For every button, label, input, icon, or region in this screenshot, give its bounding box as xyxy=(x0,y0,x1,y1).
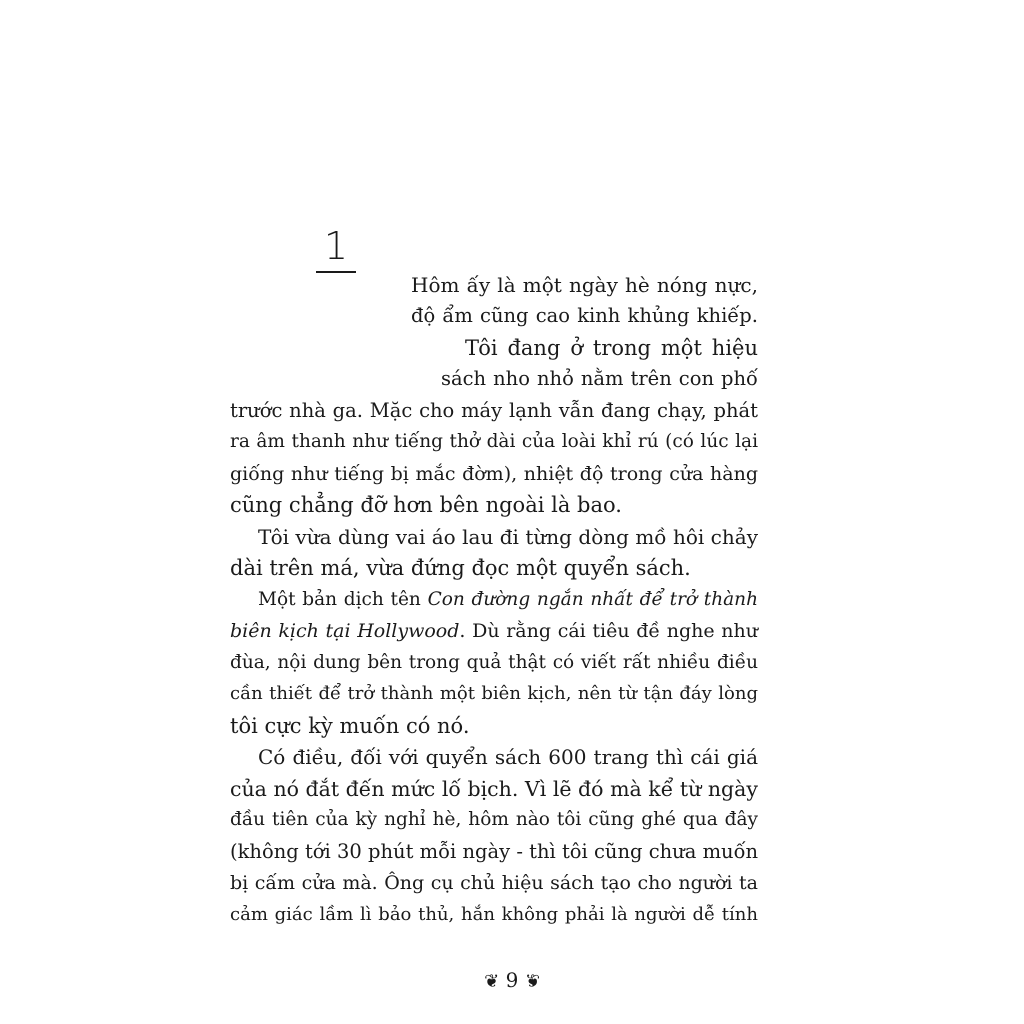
text-line: giống như tiếng bị mắc đờm), nhiệt độ trong cửa hàng xyxy=(230,463,758,485)
text-line: cần thiết để trở thành một biên kịch, nên từ tận đáy lòng xyxy=(230,683,758,704)
text-line: đầu tiên của kỳ nghỉ hè, hôm nào tôi cũng ghé qua đây xyxy=(230,809,758,830)
text-line: trước nhà ga. Mặc cho máy lạnh vẫn đang chạy, phát xyxy=(230,399,758,422)
chapter-number: 1 xyxy=(323,224,349,268)
text-line: Hôm ấy là một ngày hè nóng nực, xyxy=(411,273,758,297)
text-line: Tôi vừa dùng vai áo lau đi từng dòng mồ hôi chảy xyxy=(258,525,758,549)
text-line: của nó đắt đến mức lố bịch. Vì lẽ đó mà kể từ ngày xyxy=(230,777,758,801)
text-line: ra âm thanh như tiếng thở dài của loài khỉ rú (có lúc lại xyxy=(230,431,758,452)
text-line: Có điều, đối với quyển sách 600 trang thì cái giá xyxy=(258,745,758,769)
text-line: đùa, nội dung bên trong quả thật có viết rất nhiều điều xyxy=(230,652,758,673)
text-line: bị cấm cửa mà. Ông cụ chủ hiệu sách tạo cho người ta xyxy=(230,872,758,894)
text-line: Tôi đang ở trong một hiệu xyxy=(465,336,758,360)
text-line: dài trên má, vừa đứng đọc một quyển sách. xyxy=(230,556,691,580)
chapter-underline xyxy=(316,271,356,273)
page-number: 9 xyxy=(505,968,519,992)
fleuron-left-icon: ❦ xyxy=(484,971,500,992)
page-folio xyxy=(440,964,584,998)
text-line: biên kịch tại Hollywood. Dù rằng cái tiêu đề nghe như xyxy=(230,620,759,642)
book-title-italic: biên kịch tại Hollywood xyxy=(230,620,460,642)
text-line: độ ẩm cũng cao kinh khủng khiếp. xyxy=(411,304,758,327)
text-line: Một bản dịch tên Con đường ngắn nhất để trở thành xyxy=(258,589,758,610)
text-line: cũng chẳng đỡ hơn bên ngoài là bao. xyxy=(230,493,622,517)
text-line: (không tới 30 phút mỗi ngày - thì tôi cũng chưa muốn xyxy=(230,840,759,863)
text-line: tôi cực kỳ muốn có nó. xyxy=(230,714,470,738)
text-line: cảm giác lầm lì bảo thủ, hắn không phải là người dễ tính xyxy=(230,904,758,925)
fleuron-right-icon: ❦ xyxy=(524,971,540,992)
book-title-italic: Con đường ngắn nhất để trở thành xyxy=(427,589,758,610)
text-line: sách nho nhỏ nằm trên con phố xyxy=(441,367,758,390)
